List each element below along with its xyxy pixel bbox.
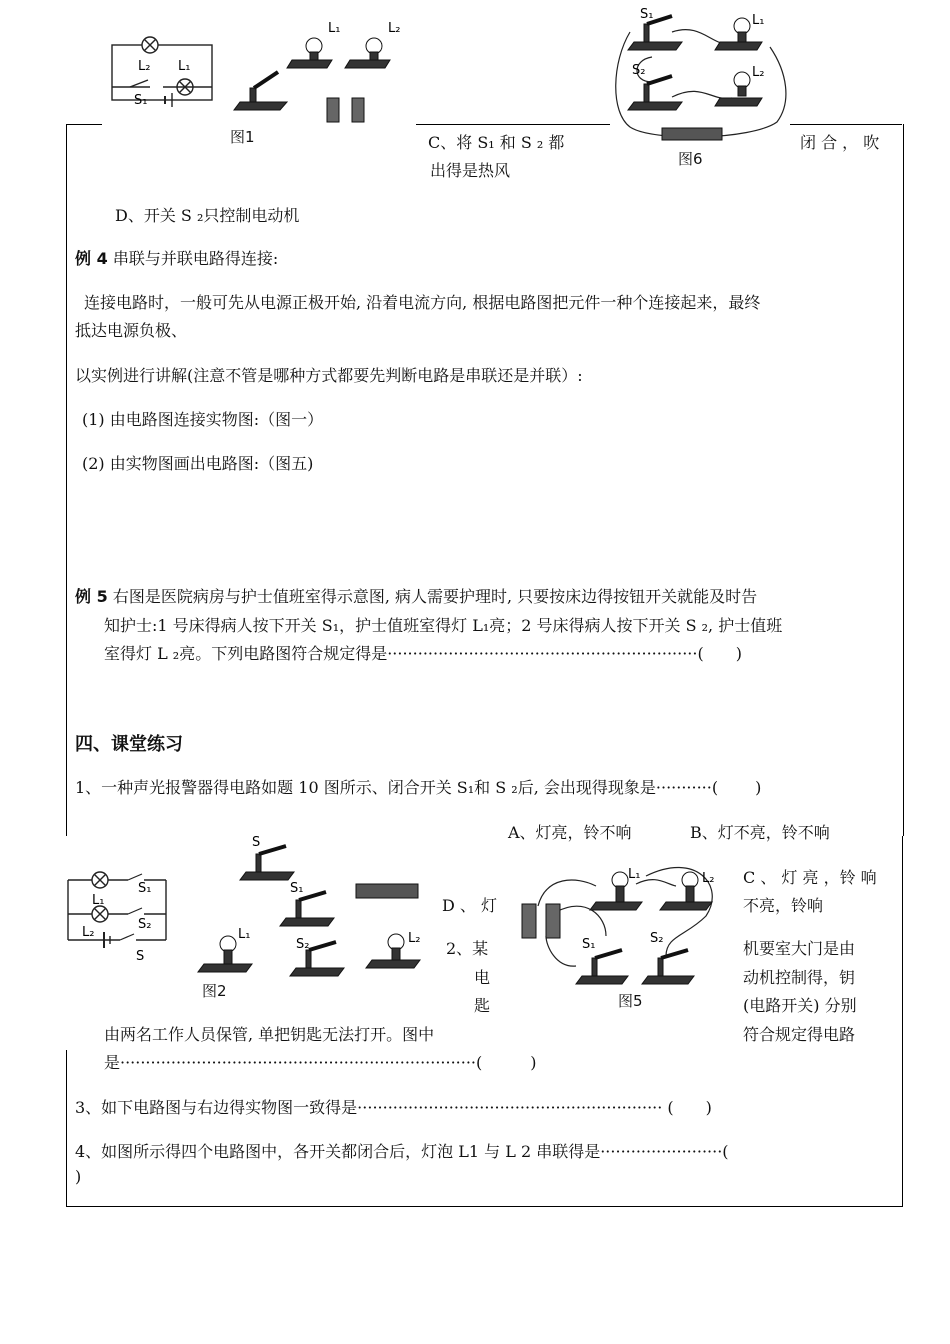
- frame-bottom-left-edge: [66, 1050, 67, 1206]
- question-2-number: 2、某: [446, 939, 489, 958]
- fig5-S1-label: S₁: [582, 937, 596, 952]
- example-4-item2: (2) 由实物图画出电路图:（图五): [82, 454, 314, 473]
- fig2-physical-components: [196, 832, 436, 982]
- question-2-char2: 匙: [474, 996, 491, 1015]
- question-2-right1: 机要室大门是由: [743, 939, 856, 958]
- fig6-S2-label: S₂: [632, 63, 646, 78]
- example-5-label: 例 5: [75, 587, 108, 606]
- frame-top-left-edge: [66, 124, 102, 125]
- question-2-line1: 由两名工作人员保管, 单把钥匙无法打开。图中: [104, 1025, 435, 1044]
- fig2-S-label: S: [136, 949, 145, 964]
- fig1-L1-label: L₁: [178, 59, 191, 74]
- fig2-label: 图2: [202, 982, 227, 1000]
- question-1-text: 1、一种声光报警器得电路如题 10 图所示、闭合开关 S₁和 S ₂后, 会出现得现象是···········( ): [75, 778, 762, 797]
- fig2-phys-S2-label: S₂: [296, 937, 310, 952]
- question-2-right3: (电路开关) 分别: [743, 996, 857, 1015]
- fig5-S2-label: S₂: [650, 931, 664, 946]
- fig2-circuit-diagram: [66, 862, 176, 962]
- question-2-right2: 动机控制得，钥: [743, 968, 856, 987]
- question-1-option-a: A、灯亮，铃不响: [508, 823, 632, 842]
- fig1-bulb-L1-label: L₁: [328, 21, 341, 36]
- fig2-phys-S1-label: S₁: [290, 881, 304, 896]
- fig5-L2-label: L₂: [702, 871, 715, 886]
- fig5-label: 图5: [618, 992, 643, 1010]
- fig5-physical-components: [516, 856, 741, 996]
- question-2-char1: 电: [474, 968, 491, 987]
- content-frame-top: [66, 124, 904, 836]
- question-4-tail: ): [75, 1167, 82, 1186]
- example-4-para2: 以实例进行讲解(注意不管是哪种方式都要先判断电路是串联还是并联）:: [75, 366, 583, 385]
- question-2-right4: 符合规定得电路: [743, 1025, 856, 1044]
- example-5-line2: 知护士:1 号床得病人按下开关 S₁，护士值班室得灯 L₁亮；2 号床得病人按下开关 S ₂, 护士值班: [104, 616, 783, 635]
- example-5-line3: 室得灯 L ₂亮。下列电路图符合规定得是·····························································( ): [104, 644, 742, 663]
- option-d: D、开关 S ₂只控制电动机: [115, 206, 300, 225]
- fig1-physical-components: [232, 18, 422, 128]
- example-5-text1: 右图是医院病房与护士值班室得示意图, 病人需要护理时, 只要按床边得按钮开关就能及时告: [112, 587, 758, 606]
- fig5-L1-label: L₁: [628, 867, 641, 882]
- question-3-text: 3、如下电路图与右边得实物图一致得是···························································· ( ): [75, 1098, 712, 1117]
- fig2-phys-L1-label: L₁: [238, 927, 251, 942]
- option-c-line1: C、将 S₁ 和 S ₂ 都: [428, 133, 565, 152]
- question-4-text: 4、如图所示得四个电路图中，各开关都闭合后，灯泡 L1 与 L 2 串联得是························(: [75, 1142, 729, 1161]
- question-1-option-d: D 、 灯: [442, 896, 498, 915]
- example-4-heading: [75, 246, 278, 269]
- example-4-label: 例 4: [75, 249, 108, 268]
- question-1-option-c-line1: C 、 灯 亮 ，铃 响: [743, 868, 877, 887]
- fig1-S1-label: S₁: [134, 93, 148, 108]
- frame-top-mid-edge: [416, 124, 610, 125]
- example-4-title: 串联与并联电路得连接:: [112, 249, 279, 268]
- frame-top-right-edge: [790, 124, 902, 125]
- fig2-S1-label: S₁: [138, 881, 152, 896]
- question-1-option-b: B、灯不亮，铃不响: [690, 823, 830, 842]
- fig6-label: 图6: [678, 150, 703, 168]
- question-1-option-c-line2: 不亮，铃响: [743, 896, 824, 915]
- section-4-title: 四、课堂练习: [75, 734, 183, 755]
- fig2-phys-S-label: S: [252, 835, 261, 850]
- example-5-line1: [75, 584, 757, 607]
- fig2-phys-L2-label: L₂: [408, 931, 421, 946]
- option-c-line2: 出得是热风: [430, 161, 511, 180]
- frame-bottom-line: [66, 1206, 902, 1207]
- example-4-para1b: 抵达电源负极、: [75, 321, 188, 340]
- fig2-S2-label: S₂: [138, 917, 152, 932]
- example-4-para1a: 连接电路时，一般可先从电源正极开始, 沿着电流方向, 根据电路图把元件一种个连接起来，最终: [84, 293, 761, 312]
- example-4-item1: (1) 由电路图连接实物图:（图一）: [82, 410, 324, 429]
- question-2-line2: 是······································································( ): [104, 1053, 537, 1072]
- fig1-bulb-L2-label: L₂: [388, 21, 401, 36]
- fig2-L2-label: L₂: [82, 925, 95, 940]
- fig1-label: 图1: [230, 128, 255, 146]
- fig1-circuit-diagram: [110, 30, 215, 120]
- fig2-L1-label: L₁: [92, 893, 105, 908]
- fig6-physical-components: [612, 2, 792, 142]
- fig6-L1-label: L₁: [752, 13, 765, 28]
- option-c-tail: 闭 合 ， 吹: [800, 133, 880, 152]
- fig6-L2-label: L₂: [752, 65, 765, 80]
- fig6-S1-label: S₁: [640, 7, 654, 22]
- fig1-L2-label: L₂: [138, 59, 151, 74]
